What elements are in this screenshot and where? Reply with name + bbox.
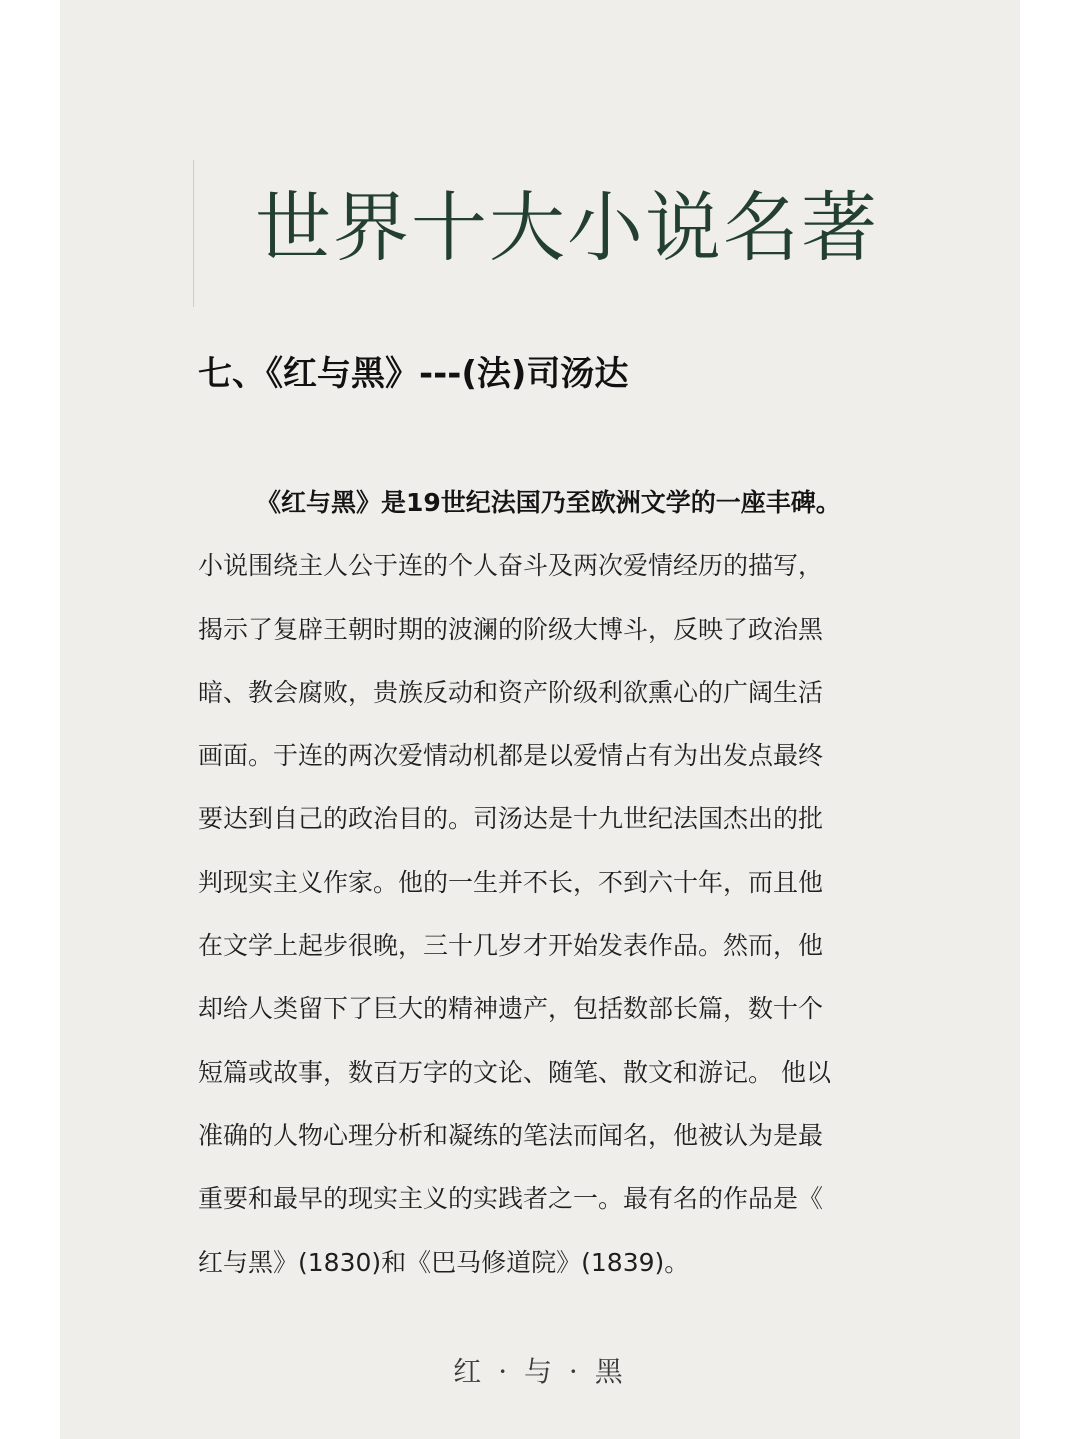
section-heading: 七、《红与黑》---(法)司汤达 [198, 354, 629, 394]
body-line: 重要和最早的现实主义的实践者之一。最有名的作品是《 [198, 1184, 824, 1214]
page-title: 世界十大小说名著 [255, 183, 879, 272]
body-line: 小说围绕主人公于连的个人奋斗及两次爱情经历的描写， [198, 551, 824, 581]
body-paragraph [198, 471, 888, 1294]
footer-label: 红 · 与 · 黑 [453, 1355, 627, 1388]
body-line: 却给人类留下了巨大的精神遗产，包括数部长篇，数十个 [198, 994, 824, 1024]
body-line: 要达到自己的政治目的。司汤达是十九世纪法国杰出的批 [198, 804, 824, 834]
body-line: 判现实主义作家。他的一生并不长，不到六十年，而且他 [198, 867, 824, 897]
body-line: 暗、教会腐败，贵族反动和资产阶级利欲熏心的广阔生活 [198, 677, 824, 707]
body-line: 短篇或故事，数百万字的文论、随笔、散文和游记。 他以 [198, 1057, 831, 1087]
body-line: 准确的人物心理分析和凝练的笔法而闻名，他被认为是最 [198, 1120, 824, 1150]
body-line: 红与黑》(1830)和《巴马修道院》(1839)。 [198, 1247, 690, 1277]
body-line: 画面。于连的两次爱情动机都是以爱情占有为出发点最终 [198, 741, 824, 771]
body-line: 在文学上起步很晚，三十几岁才开始发表作品。然而，他 [198, 931, 824, 961]
body-line: 揭示了复辟王朝时期的波澜的阶级大博斗，反映了政治黑 [198, 614, 824, 644]
body-line-lead: 《红与黑》是19世纪法国乃至欧洲文学的一座丰碑。 [256, 488, 841, 517]
document-page [60, 0, 1020, 1439]
title-divider-line [193, 160, 194, 307]
